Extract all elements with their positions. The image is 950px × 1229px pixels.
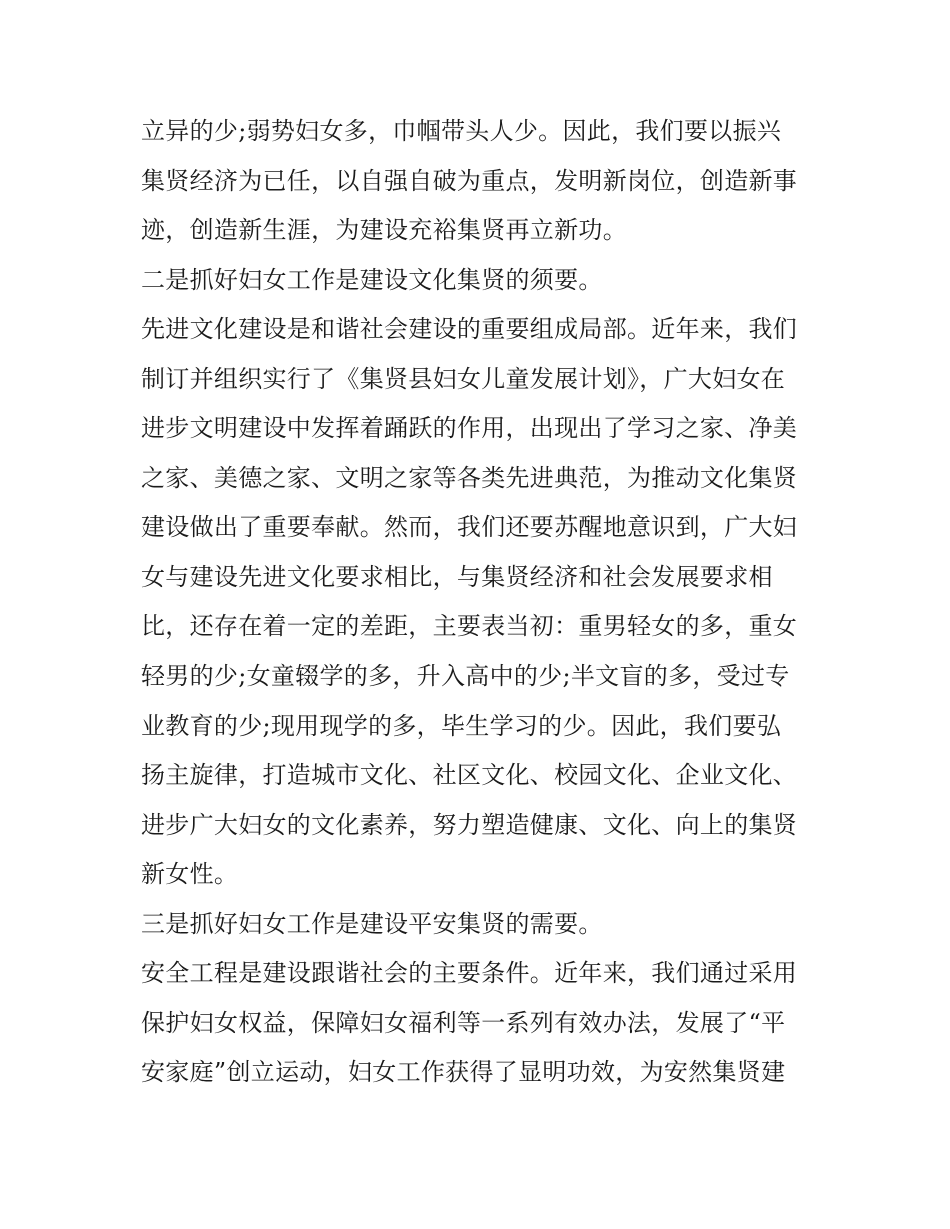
text-line: 女与建设先进文化要求相比，与集贤经济和社会发展要求相 [141,563,773,591]
text-line: 新女性。 [141,860,239,888]
text-line: 业教育的少;现用现学的多，毕生学习的少。因此，我们要弘 [141,712,782,740]
text-line: 之家、美德之家、文明之家等各类先进典范，为推动文化集贤 [141,464,798,492]
text-line: 先进文化建设是和谐社会建设的重要组成局部。近年来，我们 [141,315,798,343]
text-line: 进步文明建设中发挥着踊跃的作用，出现出了学习之家、净美 [141,414,798,442]
text-line: 比，还存在着一定的差距，主要表当初：重男轻女的多，重女 [141,612,798,640]
text-line: 三是抓好妇女工作是建设平安集贤的需要。 [141,910,603,938]
text-line: 立异的少;弱势妇女多，巾帼带头人少。因此，我们要以振兴 [141,117,782,145]
text-line: 安全工程是建设跟谐社会的主要条件。近年来，我们通过采用 [141,959,798,987]
text-line: 安家庭”创立运动，妇女工作获得了显明功效，为安然集贤建 [141,1058,786,1086]
text-line: 二是抓好妇女工作是建设文化集贤的须要。 [141,266,603,294]
text-line: 进步广大妇女的文化素养，努力塑造健康、文化、向上的集贤 [141,811,798,839]
text-line: 建设做出了重要奉献。然而，我们还要苏醒地意识到，广大妇 [141,513,798,541]
text-line: 集贤经济为已任，以自强自破为重点，发明新岗位，创造新事 [141,167,798,195]
text-line: 迹，创造新生涯，为建设充裕集贤再立新功。 [141,216,627,244]
text-line: 保护妇女权益，保障妇女福利等一系列有效办法，发展了“平 [141,1009,786,1037]
text-line: 轻男的少;女童辍学的多，升入高中的少;半文盲的多，受过专 [141,662,790,690]
text-line: 扬主旋律，打造城市文化、社区文化、校园文化、企业文化、 [141,761,798,789]
text-line: 制订并组织实行了《集贤县妇女儿童发展计划》，广大妇女在 [141,365,786,393]
